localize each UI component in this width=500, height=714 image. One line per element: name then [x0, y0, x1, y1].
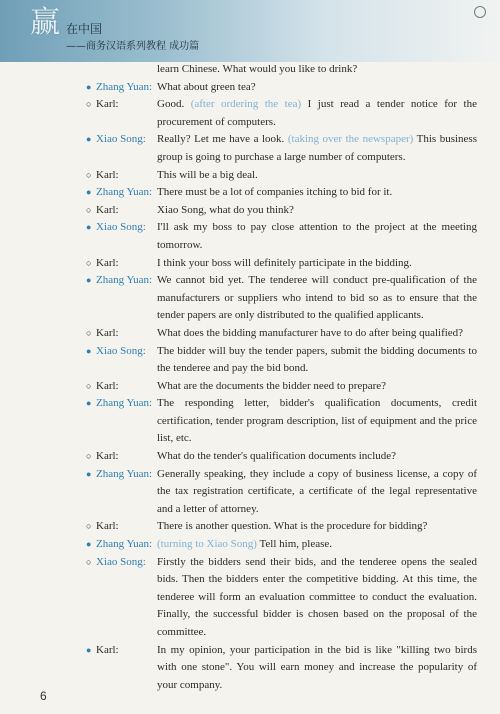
speaker [86, 184, 158, 202]
dialogue-line [0, 79, 500, 97]
speaker [86, 219, 158, 237]
series-logo: 赢 [30, 5, 60, 40]
bullet-hollow-icon: ○ [86, 204, 92, 215]
dialogue-line [0, 378, 500, 396]
dialogue-line [0, 167, 500, 185]
dialogue-body: What do the tender's qualification documents include? [157, 450, 397, 463]
speaker-name: Karl: [96, 326, 119, 339]
bullet-hollow-icon: ○ [86, 257, 92, 268]
dialogue-body: There must be a lot of companies itching to bid for it. [157, 186, 393, 199]
dialogue-body: There is another question. What is the procedure for bidding? [157, 520, 428, 533]
speaker [86, 96, 158, 114]
speaker-name: Karl: [96, 203, 119, 216]
dialogue-lead: Good. [157, 98, 191, 111]
dialogue-text [157, 96, 477, 131]
dialogue-line [0, 466, 500, 519]
corner-circle-icon [474, 6, 486, 18]
dialogue-text [157, 395, 477, 448]
bullet-filled-icon: ● [86, 222, 92, 233]
dialogue-line [0, 518, 500, 536]
dialogue-text [157, 325, 477, 343]
dialogue-text [157, 536, 477, 554]
speaker-name: Xiao Song: [96, 133, 146, 146]
bullet-filled-icon: ● [86, 134, 92, 145]
dialogue-line [0, 325, 500, 343]
speaker-name: Zhang Yuan: [96, 186, 153, 199]
dialogue-text [157, 219, 477, 254]
dialogue-text [157, 343, 477, 378]
speaker-name: Karl: [96, 168, 119, 181]
speaker [86, 343, 158, 361]
dialogue-body: I think your boss will definitely participate in the bidding. [157, 256, 412, 269]
dialogue-body: Generally speaking, they include a copy of business license, a copy of the tax registration certificate, a certificate of the legal representative and a letter of attorney. [157, 467, 477, 515]
speaker [86, 272, 158, 290]
dialogue-text [157, 378, 477, 396]
dialogue-body: I just read a tender notice for the procurement of computers. [157, 98, 477, 128]
dialogue-text [157, 272, 477, 325]
dialogue-text: learn Chinese. What would you like to drink? [157, 63, 358, 75]
bullet-filled-icon: ● [86, 468, 92, 479]
bullet-filled-icon: ● [86, 345, 92, 356]
dialogue-body: The responding letter, bidder's qualification documents, credit certification, tender program description, list of equipment and the price list, etc. [157, 397, 477, 445]
speaker-name: Karl: [96, 379, 119, 392]
dialogue-text [157, 448, 477, 466]
dialogue-line [0, 536, 500, 554]
speaker [86, 554, 158, 572]
speaker-name: Xiao Song: [96, 344, 146, 357]
speaker-name: Xiao Song: [96, 555, 146, 568]
speaker-name: Karl: [96, 98, 119, 111]
stage-direction: (taking over the newspaper) [287, 133, 414, 146]
bullet-hollow-icon: ○ [86, 380, 92, 391]
dialogue-body: Tell him, please. [256, 538, 333, 551]
dialogue-text [157, 642, 477, 695]
dialogue-line [0, 554, 500, 642]
dialogue-lead: Really? Let me have a look. [157, 133, 288, 146]
speaker [86, 255, 158, 273]
dialogue-body: I'll ask my boss to pay close attention to the project at the meeting tomorrow. [157, 221, 477, 251]
dialogue-line [0, 219, 500, 254]
dialogue-body: Xiao Song, what do you think? [157, 203, 294, 216]
dialogue-body: This will be a big deal. [157, 168, 258, 181]
speaker [86, 642, 158, 660]
speaker [86, 536, 158, 554]
bullet-filled-icon: ● [86, 539, 92, 550]
dialogue-line [0, 272, 500, 325]
speaker-name: Karl: [96, 643, 119, 656]
bullet-hollow-icon: ○ [86, 521, 92, 532]
page-number: 6 [40, 689, 47, 703]
dialogue-body: What about green tea? [157, 80, 256, 93]
dialogue-text [157, 202, 477, 220]
speaker [86, 466, 158, 484]
dialogue-text [157, 131, 477, 166]
speaker-name: Zhang Yuan: [96, 397, 153, 410]
dialogue-body: The bidder will buy the tender papers, submit the bidding documents to the tenderee and pay the bid bond. [157, 344, 477, 375]
speaker [86, 518, 158, 536]
bullet-filled-icon: ● [86, 81, 92, 92]
dialogue-body: What does the bidding manufacturer have to do after being qualified? [157, 326, 464, 339]
page-header [0, 0, 500, 62]
dialogue-line [0, 184, 500, 202]
speaker [86, 395, 158, 413]
speaker-name: Karl: [96, 256, 119, 269]
speaker-name: Zhang Yuan: [96, 538, 153, 551]
speaker [86, 167, 158, 185]
speaker [86, 325, 158, 343]
dialogue-line [0, 642, 500, 695]
dialogue-line [0, 448, 500, 466]
dialogue-text [157, 79, 477, 97]
bullet-hollow-icon: ○ [86, 327, 92, 338]
dialogue-text [157, 518, 477, 536]
speaker-name: Zhang Yuan: [96, 80, 153, 93]
bullet-hollow-icon: ○ [86, 451, 92, 462]
dialogue-line [0, 131, 500, 166]
dialogue-text [157, 255, 477, 273]
speaker-name: Zhang Yuan: [96, 467, 153, 480]
dialogue-text [157, 167, 477, 185]
dialogue-text [157, 184, 477, 202]
dialogue-line [0, 395, 500, 448]
bullet-filled-icon: ● [86, 275, 92, 286]
speaker [86, 378, 158, 396]
bullet-filled-icon: ● [86, 644, 92, 655]
dialogue-line [0, 255, 500, 273]
speaker-name: Karl: [96, 520, 119, 533]
speaker [86, 131, 158, 149]
speaker-name: Xiao Song: [96, 221, 146, 234]
dialogue-line [0, 343, 500, 378]
dialogue-text [157, 466, 477, 519]
dialogue-text [157, 554, 477, 642]
speaker [86, 79, 158, 97]
dialogue-body: In my opinion, your participation in the bid is like "killing two birds with one stone". You will earn money and increase the popularity of your company. [157, 643, 477, 691]
speaker [86, 202, 158, 220]
speaker [86, 448, 158, 466]
speaker-name: Zhang Yuan: [96, 274, 153, 287]
speaker-name: Karl: [96, 450, 119, 463]
bullet-hollow-icon: ○ [86, 169, 92, 180]
book-title: 在中国 [66, 22, 103, 36]
dialogue-line [0, 96, 500, 131]
book-subtitle: ——商务汉语系列教程 成功篇 [66, 41, 200, 52]
bullet-hollow-icon: ○ [86, 556, 92, 567]
dialogue-body: This business group is going to purchase a large number of computers. [157, 133, 477, 163]
dialogue-body: Firstly the bidders send their bids, and the tenderee opens the sealed bids. Then the bidders enter the competitive bidding. At this time, the tenderee will form an evaluation committee to conduct the evaluation. Finally, the successful bidder is chosen based on the proposal of the committee. [157, 555, 477, 638]
continuation-line [0, 61, 500, 79]
dialogue-line [0, 202, 500, 220]
stage-direction: (turning to Xiao Song) [157, 538, 257, 551]
dialogue [0, 61, 500, 694]
dialogue-body: We cannot bid yet. The tenderee will conduct pre-qualification of the manufacturers or suppliers who intend to bid so as to ensure that the tender papers are only distributed to the qualified applicants. [157, 274, 477, 322]
bullet-filled-icon: ● [86, 398, 92, 409]
stage-direction: (after ordering the tea) [190, 98, 302, 111]
bullet-hollow-icon: ○ [86, 99, 92, 110]
dialogue-body: What are the documents the bidder need to prepare? [157, 379, 387, 392]
bullet-filled-icon: ● [86, 187, 92, 198]
